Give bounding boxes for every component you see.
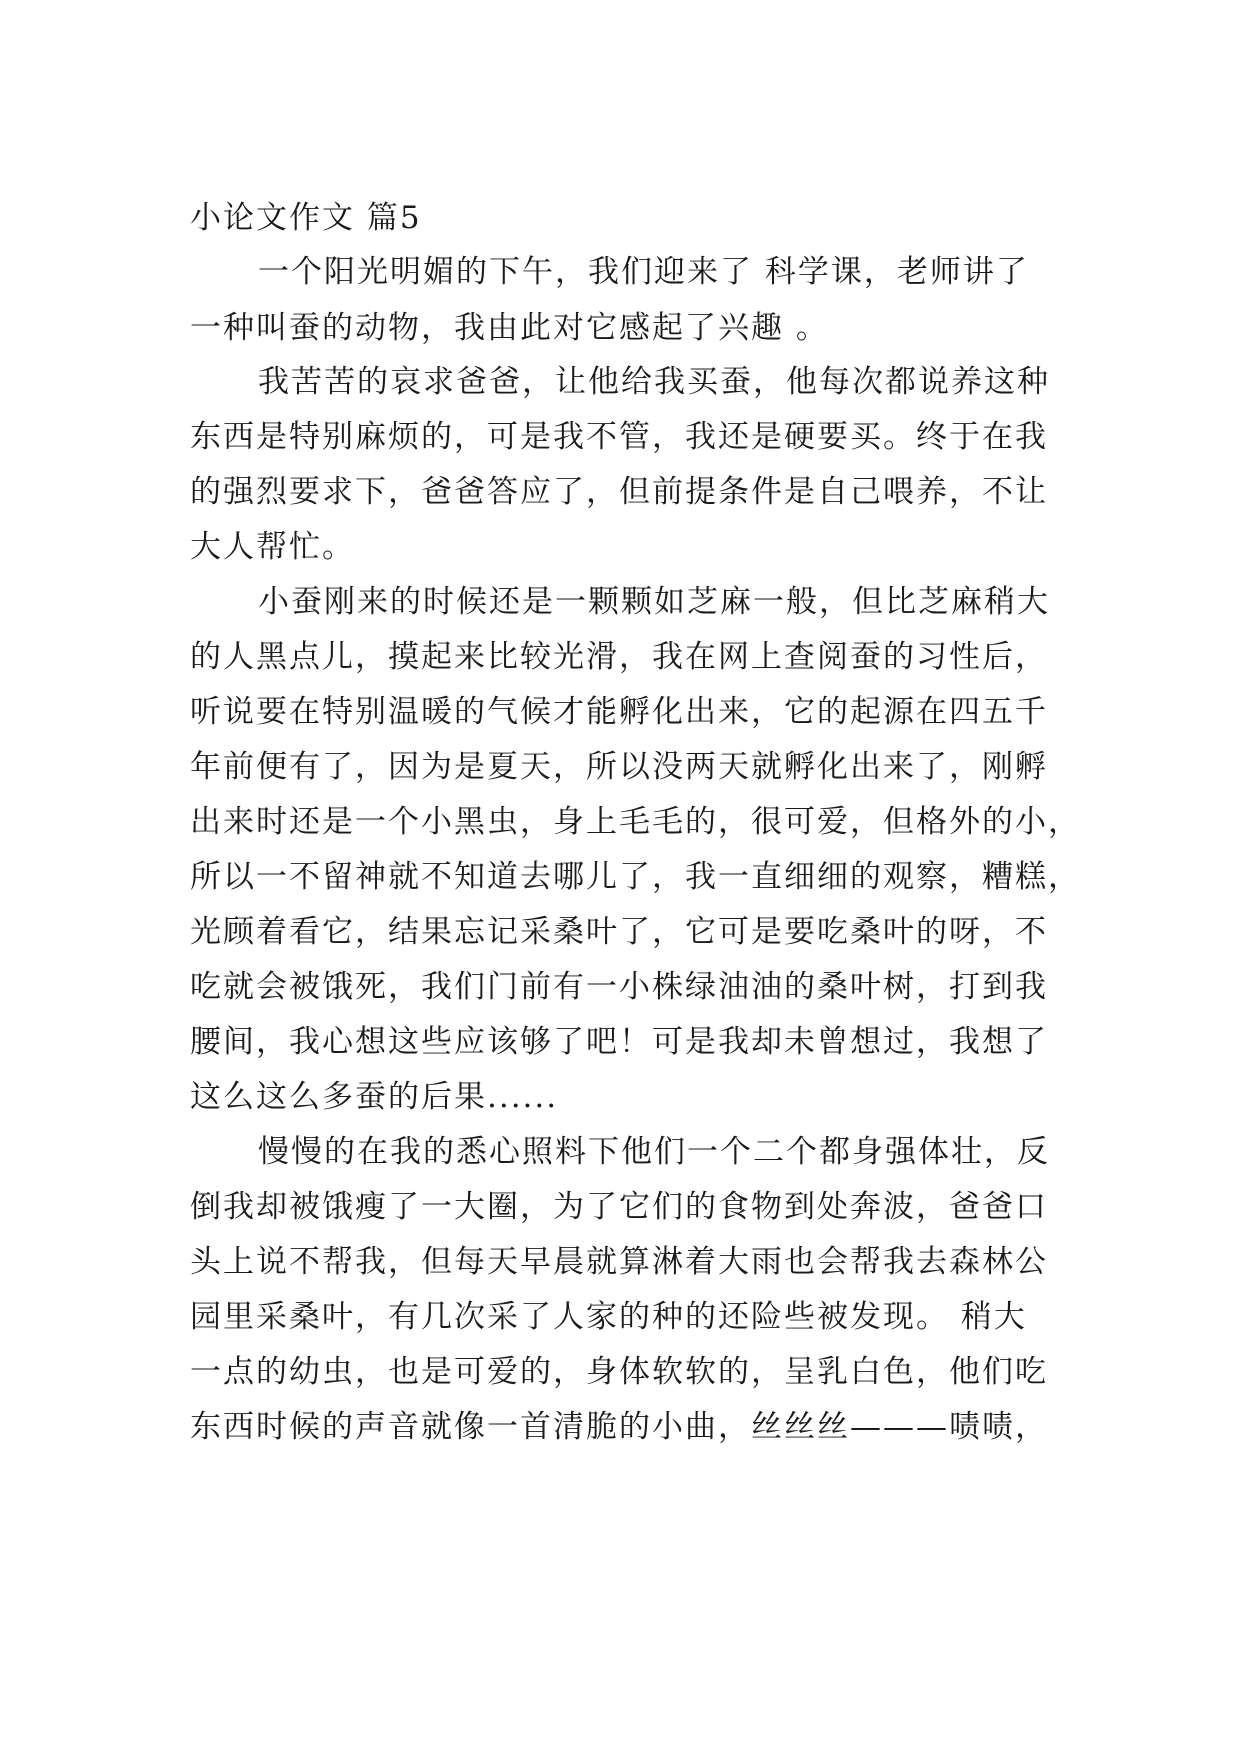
text-line: 慢慢的在我的悉心照料下他们一个二个都身强体壮，反 xyxy=(258,1134,1050,1170)
text-line: 一点的幼虫，也是可爱的，身体软软的，呈乳白色，他们吃 xyxy=(190,1354,1048,1390)
document-heading: 小论文作文 篇5 xyxy=(190,200,422,236)
text-line: 东西是特别麻烦的，可是我不管，我还是硬要买。终于在我 xyxy=(190,419,1048,455)
text-line: 光顾着看它，结果忘记采桑叶了，它可是要吃桑叶的呀，不 xyxy=(190,914,1048,950)
text-line: 出来时还是一个小黑虫，身上毛毛的，很可爱，但格外的小， xyxy=(190,804,1081,840)
text-line: 头上说不帮我，但每天早晨就算淋着大雨也会帮我去森林公 xyxy=(190,1244,1048,1280)
text-line: 的强烈要求下，爸爸答应了，但前提条件是自己喂养，不让 xyxy=(190,474,1048,510)
text-line: 东西时候的声音就像一首清脆的小曲，丝丝丝———啧啧， xyxy=(190,1409,1048,1445)
text-line: 所以一不留神就不知道去哪儿了，我一直细细的观察，糟糕， xyxy=(190,859,1081,895)
text-line: 大人帮忙。 xyxy=(190,529,355,565)
text-line: 年前便有了，因为是夏天，所以没两天就孵化出来了，刚孵 xyxy=(190,749,1048,785)
text-line: 我苦苦的哀求爸爸，让他给我买蚕，他每次都说养这种 xyxy=(258,364,1050,400)
text-line: 腰间，我心想这些应该够了吧！可是我却未曾想过，我想了 xyxy=(190,1024,1048,1060)
text-line: 的人黑点儿，摸起来比较光滑，我在网上查阅蚕的习性后， xyxy=(190,639,1048,675)
text-line: 园里采桑叶，有几次采了人家的种的还险些被发现。 稍大 xyxy=(190,1299,1027,1335)
text-line: 这么这么多蚕的后果...... xyxy=(190,1079,559,1115)
text-line: 一种叫蚕的动物，我由此对它感起了兴趣 。 xyxy=(190,310,829,346)
text-line: 听说要在特别温暖的气候才能孵化出来，它的起源在四五千 xyxy=(190,694,1048,730)
text-line: 一个阳光明媚的下午，我们迎来了 科学课，老师讲了 xyxy=(258,254,1029,290)
text-line: 小蚕刚来的时候还是一颗颗如芝麻一般，但比芝麻稍大 xyxy=(258,584,1050,620)
text-line: 倒我却被饿瘦了一大圈，为了它们的食物到处奔波，爸爸口 xyxy=(190,1189,1048,1225)
text-line: 吃就会被饿死，我们门前有一小株绿油油的桑叶树，打到我 xyxy=(190,969,1048,1005)
